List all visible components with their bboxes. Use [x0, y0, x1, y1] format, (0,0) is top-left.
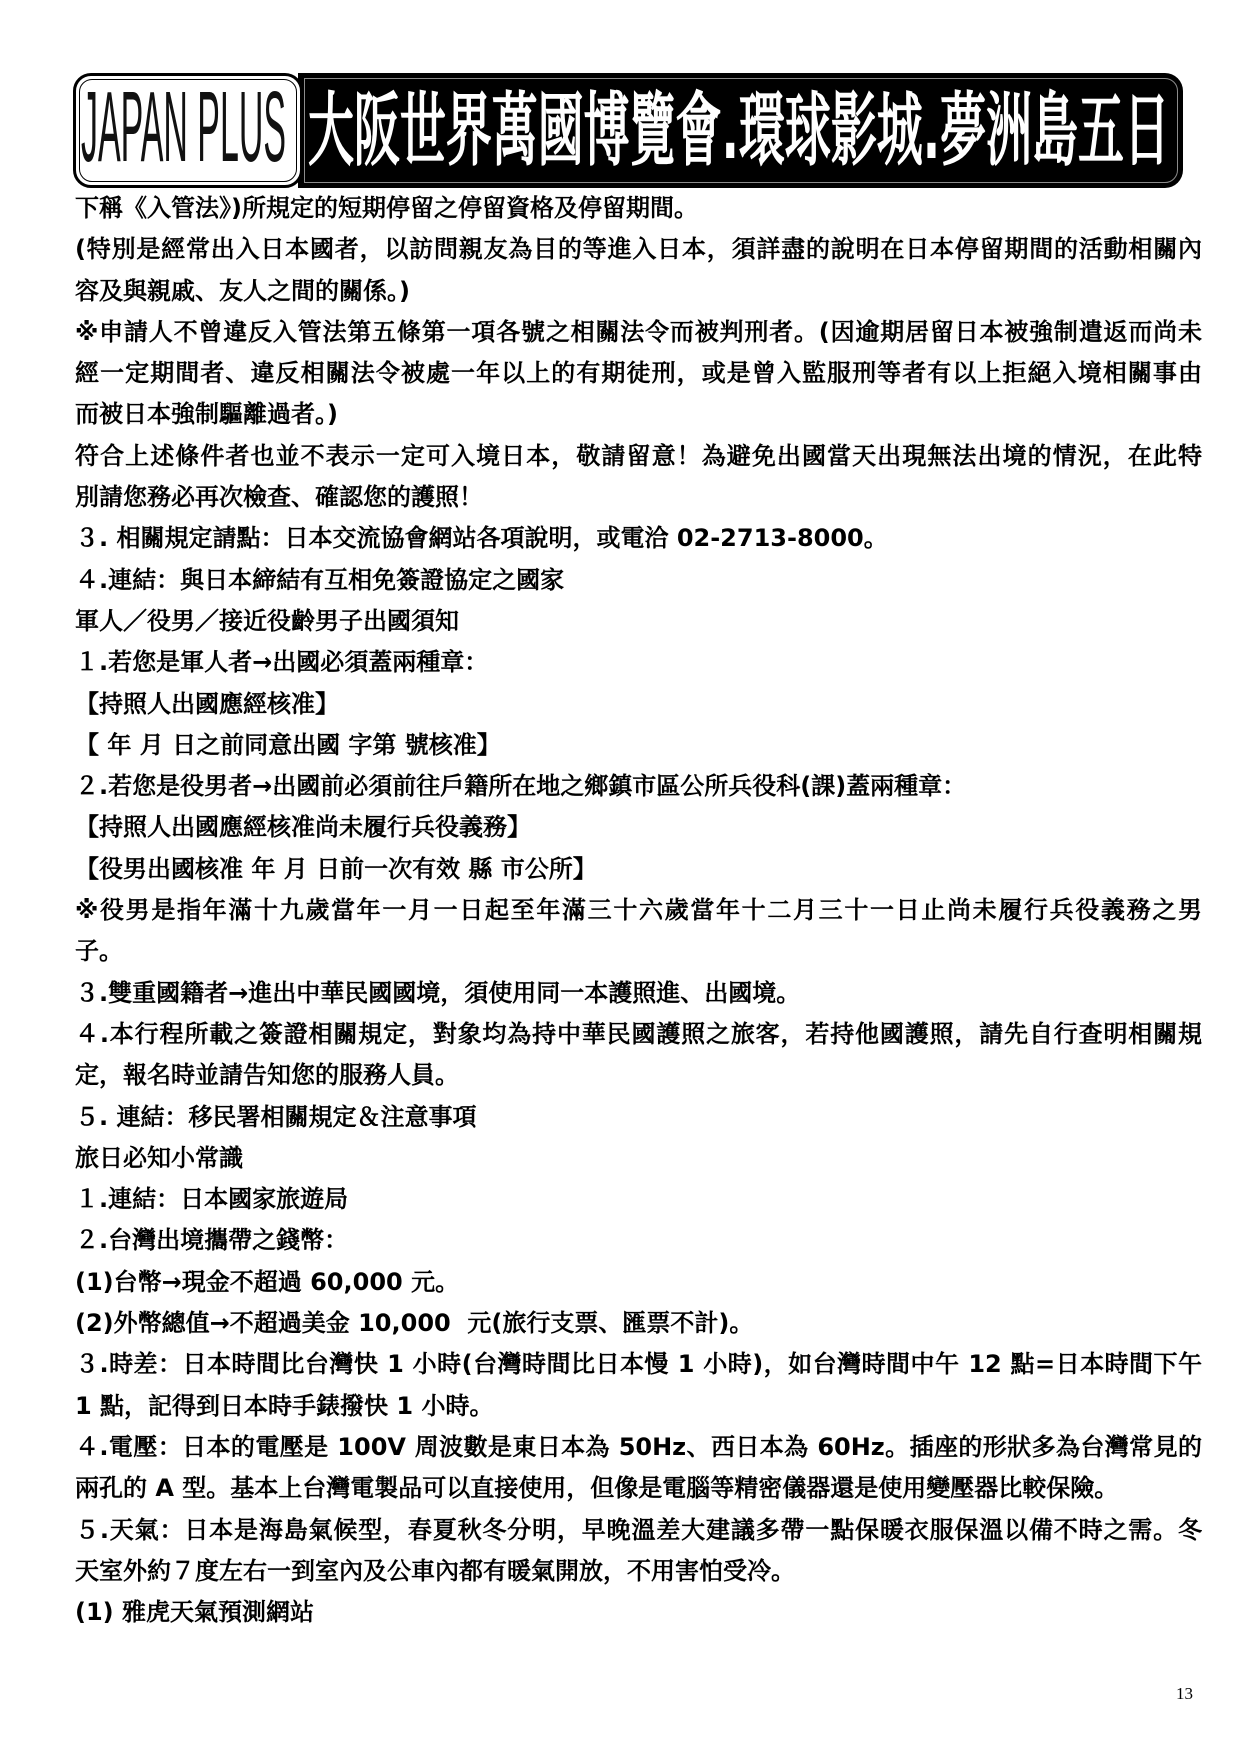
body-line: 符合上述條件者也並不表示一定可入境日本，敬請留意！為避免出國當天出現無法出境的情況，在此特 [75, 441, 1202, 470]
tour-title-banner [298, 73, 1183, 188]
body-line: １.若您是軍人者→出國必須蓋兩種章： [75, 648, 489, 677]
body-line: ※申請人不曾違反入管法第五條第一項各號之相關法令而被判刑者。(因逾期居留日本被強制遣返而尚未 [75, 317, 1202, 346]
body-line: (2)外幣總值→不超過美金 10,000 元(旅行支票、匯票不計)。 [75, 1309, 754, 1338]
body-line: ３. 相關規定請點：日本交流協會網站各項說明，或電洽 02-2713-8000。 [75, 524, 888, 553]
body-line: 【役男出國核准 年 月 日前一次有效 縣 市公所】 [75, 854, 597, 883]
body-line: ※役男是指年滿十九歲當年一月一日起至年滿三十六歲當年十二月三十一日止尚未履行兵役義務之男 [75, 896, 1202, 925]
body-line: 天室外約７度左右一到室內及公車內都有暖氣開放，不用害怕受冷。 [75, 1556, 795, 1585]
body-line: １.連結：日本國家旅遊局 [75, 1185, 349, 1214]
body-line: ５.天氣：日本是海島氣候型，春夏秋冬分明，早晚溫差大建議多帶一點保暖衣服保溫以備不時之需。冬 [75, 1515, 1202, 1544]
body-line: 【持照人出國應經核准尚未履行兵役義務】 [75, 813, 531, 842]
body-line: 1 點，記得到日本時手錶撥快 1 小時。 [75, 1391, 494, 1420]
body-line: (1)台幣→現金不超過 60,000 元。 [75, 1267, 460, 1296]
body-line: 【持照人出國應經核准】 [75, 689, 339, 718]
body-line: ５. 連結：移民署相關規定＆注意事項 [75, 1102, 477, 1131]
body-line: 經一定期間者、違反相關法令被處一年以上的有期徒刑，或是曾入監服刑等者有以上拒絕入境相關事由 [75, 359, 1202, 388]
body-line: 【 年 月 日之前同意出國 字第 號核准】 [75, 730, 501, 759]
body-line: ３.雙重國籍者→進出中華民國國境，須使用同一本護照進、出國境。 [75, 978, 801, 1007]
section-heading-military: 軍人／役男／接近役齡男子出國須知 [75, 606, 459, 635]
brand-logo-text: JAPAN PLUS [81, 73, 286, 183]
body-line: ２.台灣出境攜帶之錢幣： [75, 1226, 349, 1255]
body-line: 而被日本強制驅離過者。) [75, 400, 338, 429]
body-line: 定，報名時並請告知您的服務人員。 [75, 1061, 459, 1090]
section-heading-travel-tips: 旅日必知小常識 [75, 1143, 243, 1172]
page-number: 13 [1176, 1684, 1193, 1703]
document-body [75, 188, 1202, 1633]
body-line: 兩孔的 A 型。基本上台灣電製品可以直接使用，但像是電腦等精密儀器還是使用變壓器比較保險。 [75, 1474, 1119, 1503]
body-line: (1) 雅虎天氣預測網站 [75, 1598, 314, 1627]
body-line: ４.電壓：日本的電壓是 100V 周波數是東日本為 50Hz、西日本為 60Hz。插座的形狀多為台灣常見的 [75, 1432, 1202, 1461]
body-line: 容及與親戚、友人之間的關係。) [75, 276, 410, 305]
body-line: 下稱《入管法》)所規定的短期停留之停留資格及停留期間。 [75, 194, 698, 222]
body-line: ４.連結：與日本締結有互相免簽證協定之國家 [75, 565, 565, 594]
body-line: 別請您務必再次檢查、確認您的護照！ [75, 483, 483, 512]
body-line: 子。 [75, 937, 123, 966]
body-line: ２.若您是役男者→出國前必須前往戶籍所在地之鄉鎮市區公所兵役科(課)蓋兩種章： [75, 772, 967, 801]
tour-title: 大阪世界萬國博覽會.環球影城.夢洲島五日 [308, 83, 1170, 177]
brand-box [73, 73, 303, 188]
body-line: ４.本行程所載之簽證相關規定，對象均為持中華民國護照之旅客，若持他國護照，請先自行查明相關規 [75, 1019, 1202, 1048]
body-line: ３.時差：日本時間比台灣快 1 小時(台灣時間比日本慢 1 小時)，如台灣時間中午 12 點=日本時間下午 [75, 1350, 1202, 1379]
body-line: (特別是經常出入日本國者，以訪問親友為目的等進入日本，須詳盡的說明在日本停留期間的活動相關內 [75, 235, 1202, 264]
